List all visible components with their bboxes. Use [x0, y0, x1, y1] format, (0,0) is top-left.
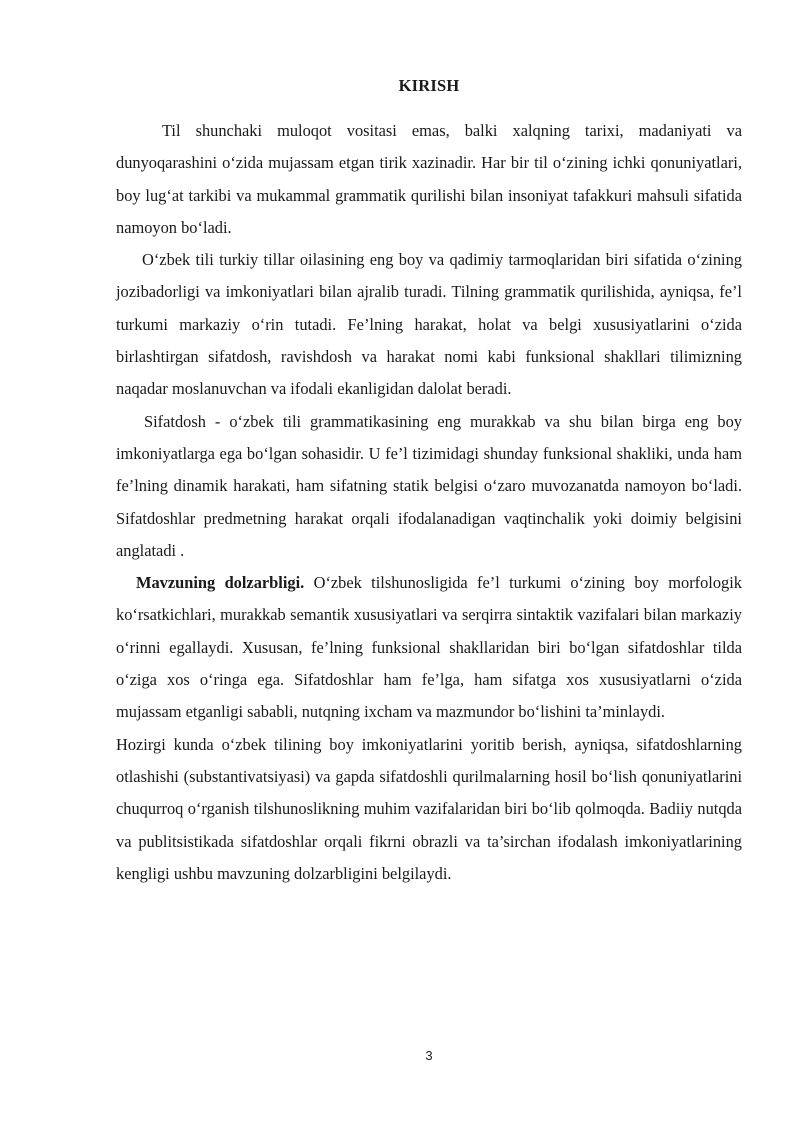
- relevance-text: O‘zbek tilshunosligida fe’l turkumi o‘zining boy morfologik ko‘rsatkichlari, murakkab semantik xususiyatlari va serqirra sintaktik vazifalari bilan markaziy o‘rinni egallaydi. Xususan, fe’lning funksional shakllaridan biri bo‘lgan sifatdoshlar tilda o‘ziga xos o‘ringa ega. Sifatdoshlar ham fe’lga, ham sifatga xos xususiyatlarni o‘zida mujassam etganligi sababli, nutqning ixcham va mazmundor bo‘lishini ta’minlaydi.: [116, 573, 742, 722]
- paragraph-uzbek-language: O‘zbek tili turkiy tillar oilasining eng boy va qadimiy tarmoqlaridan biri sifatida o‘zining jozibadorligi va imkoniyatlari bilan ajralib turadi. Tilning grammatik qurilishida, ayniqsa, fe’l turkumi markaziy o‘rin tutadi. Fe’lning harakat, holat va belgi xususiyatlarini o‘zida birlashtirgan sifatdosh, ravishdosh va harakat nomi kabi funksional shakllari tilimizning naqadar moslanuvchan va ifodali ekanligidan dalolat beradi.: [116, 250, 742, 399]
- section-heading: KIRISH: [398, 76, 460, 95]
- paragraph-relevance: [116, 567, 742, 728]
- body-text: [116, 115, 742, 890]
- paragraph-participle: Sifatdosh - o‘zbek tili grammatikasining eng murakkab va shu bilan birga eng boy imkoniyatlarga ega bo‘lgan sohasidir. U fe’l tizimidagi shunday funksional shakliki, unda ham fe’lning dinamik harakati, ham sifatning statik belgisi o‘zaro muvozanatda namoyon bo‘ladi. Sifatdoshlar predmetning harakat orqali ifodalanadigan vaqtinchalik yoki doimiy belgisini anglatadi .: [116, 411, 742, 560]
- relevance-lead: Mavzuning dolzarbligi.: [136, 573, 305, 593]
- paragraph-intro: Til shunchaki muloqot vositasi emas, balki xalqning tarixi, madaniyati va dunyoqarashini o‘zida mujassam etgan tirik xazinadir. Har bir til o‘zining ichki qonuniyatlari, boy lug‘at tarkibi va mukammal grammatik qurilishi bilan insoniyat tafakkuri mahsuli sifatida namoyon bo‘ladi.: [116, 121, 742, 237]
- paragraph-current-tasks: Hozirgi kunda o‘zbek tilining boy imkoniyatlarini yoritib berish, ayniqsa, sifatdoshlarning otlashishi (substantivatsiyasi) va gapda sifatdoshli qurilmalarning hosil bo‘lish qonuniyatlarini chuqurroq o‘rganish tilshunoslikning muhim vazifalaridan biri bo‘lib qolmoqda. Badiiy nutqda va publitsistikada sifatdoshlar orqali fikrni obrazli va ta’sirchan ifodalash imkoniyatlarining kengligi ushbu mavzuning dolzarbligini belgilaydi.: [116, 734, 742, 883]
- page-number: 3: [425, 1048, 433, 1063]
